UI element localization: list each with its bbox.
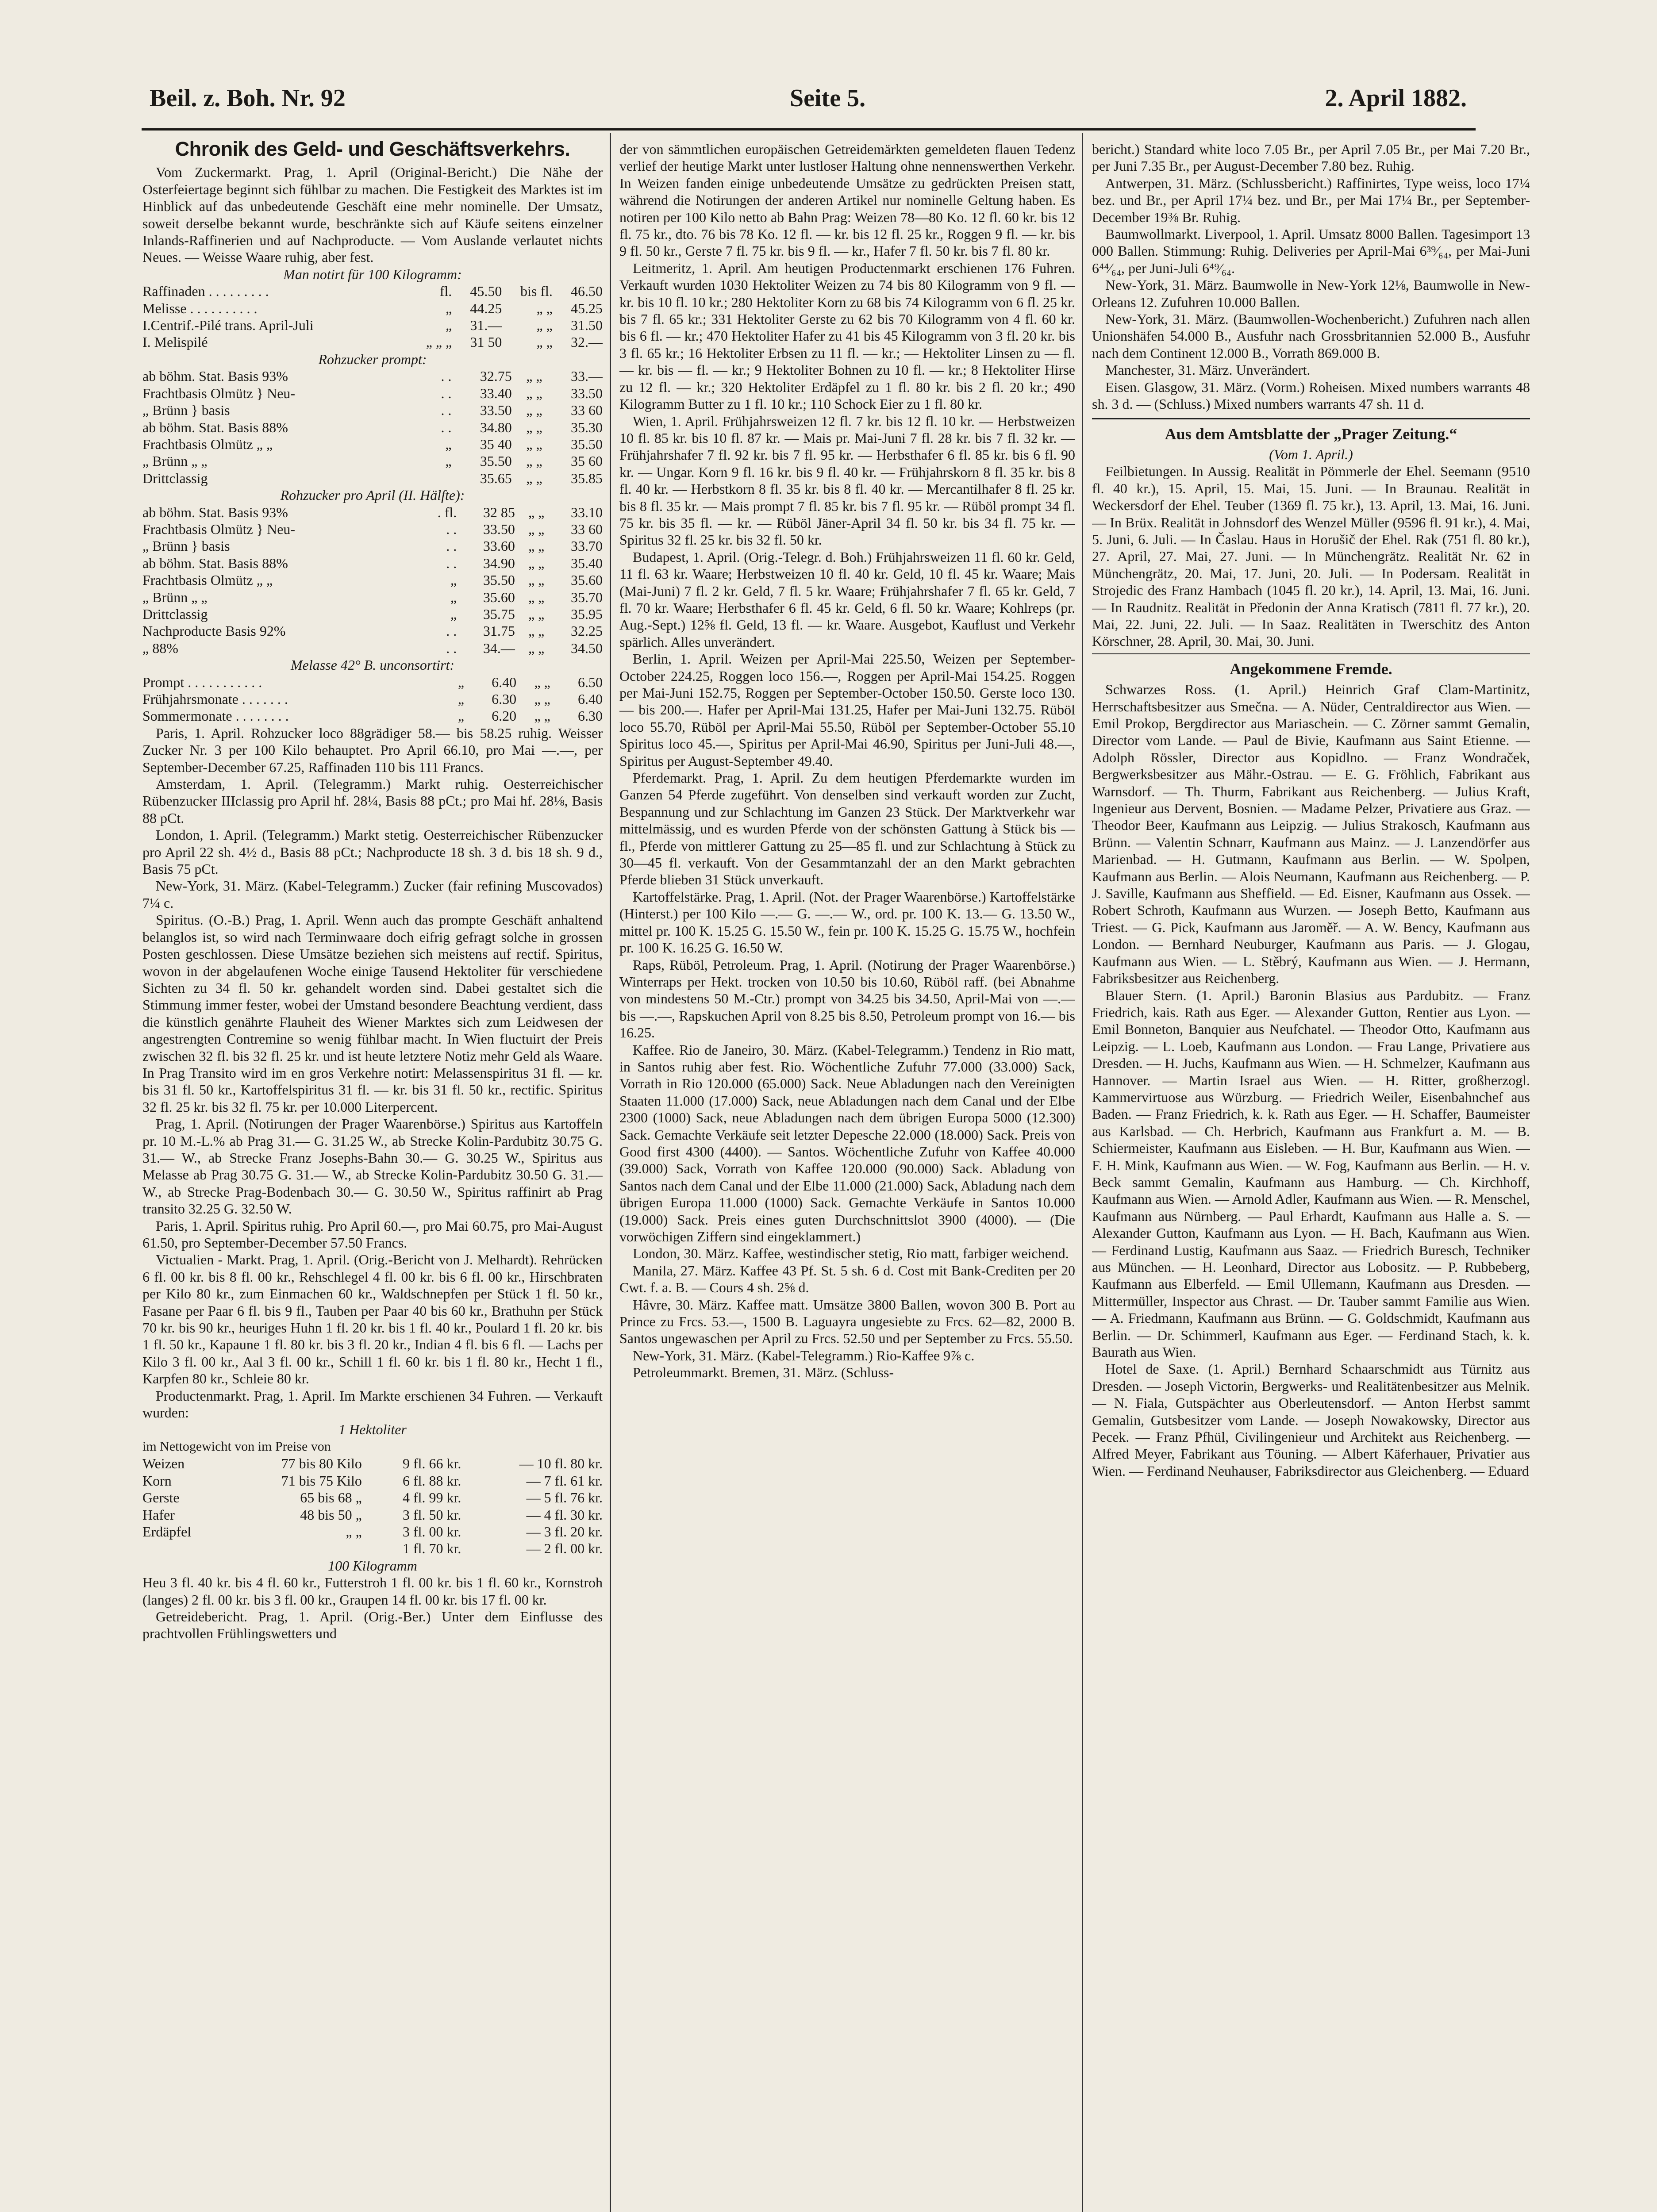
table-cell: Sommermonate . . . . . . . . — [142, 708, 289, 724]
section-divider — [1092, 418, 1530, 419]
section-divider — [1092, 653, 1530, 654]
table-row — [142, 622, 603, 639]
table-cell: „ „ „ — [426, 334, 452, 350]
section-subheading: (Vom 1. April.) — [1269, 446, 1353, 462]
table-cell: „ — [450, 589, 457, 605]
table-row — [142, 300, 603, 317]
table-cell: — 10 fl. 80 kr. — [519, 1455, 603, 1472]
article-paragraph: Victualien - Markt. Prag, 1. April. (Orig.-Bericht von J. Melhardt). Rehrücken 6 fl. 00 kr. bis 8 fl. 00 kr., Rehschlegel 4 fl. 00 kr. bis 6 fl. 00 kr., Hirschbraten per Kilo 80 kr., zum Einmachen 60 kr., Waldschnepfen per Stück 1 fl. 50 kr., Fasane per Paar 6 fl. bis 9 fl., Tauben per Paar 40 bis 60 kr., Brathuhn per Stück 70 kr. bis 90 kr., heuriges Huhn 1 fl. 20 kr. bis 1 fl. 40 kr., Poulard 1 fl. 20 kr. bis 1 fl. 50 kr., Kapaune 1 fl. 80 kr. bis 3 fl. 20 kr., Indian 4 fl. bis 6 fl. — Lachs per Kilo 3 fl. 00 kr., Aal 3 fl. 00 kr., Schill 1 fl. 60 kr. bis 1 fl. 80 kr., Hecht 1 fl., Karpfen 80 kr., Schleie 80 kr. — [142, 1252, 603, 1387]
table-row — [142, 283, 603, 300]
table-cell: — 2 fl. 00 kr. — [526, 1540, 603, 1557]
article-paragraph: Schwarzes Ross. (1. April.) Heinrich Graf Clam-Martinitz, Herrschaftsbesitzer aus Smečna. — A. Nüder, Centraldirector aus Wien. — Emil Prokop, Bergdirector aus Mariaschein. — C. Zörner sammt Gemalin, Director vom Lande. — Paul de Bivie, Kaufmann aus Saint Etienne. — Adolph Rössler, Director aus Kopidlno. — Franz Wondraček, Bergwerksbesitzer aus Mähr.-Ostrau. — E. G. Fröhlich, Fabrikant aus Warnsdorf. — Th. Thurm, Fabrikant aus Reichenberg. — Julius Kraft, Ingenieur aus Dervent, Bosnien. — Madame Pelzer, Privatiere aus Graz. — Theodor Beer, Kaufmann aus Leipzig. — Julius Strakosch, Kaufmann aus Brünn. — Valentin Schnarr, Kaufmann aus Mainz. — J. Lanzendörfer aus Marienbad. — H. Gutmann, Kaufmann aus Berlin. — W. Spolpen, Kaufmann aus Berlin. — Alois Neumann, Kaufmann aus Reichenberg. — P. J. Saville, Kaufmann aus Sheffield. — Ed. Eisner, Kaufmann aus Ossek. — Robert Schroth, Kaufmann aus Wurzen. — Joseph Betto, Kaufmann aus Triest. — G. Pick, Kaufmann aus Jaroměř. — A. W. Bency, Kaufmann aus London. — Bernhard Neuburger, Kaufmann aus Paris. — J. Glogau, Kaufmann aus Wien. — L. Stěbrý, Kaufmann aus Wien. — J. Hermann, Fabriksbesitzer aus Reichenberg. — [1092, 681, 1530, 987]
table-cell: „ — [445, 436, 452, 452]
table-cell: 32 85 — [483, 504, 515, 520]
article-paragraph: Paris, 1. April. Rohzucker loco 88grädiger 58.— bis 58.25 ruhig. Weisser Zucker Nr. 3 per 100 Kilo behauptet. Pro April 66.10, pro Mai —.—, per September-December 67.25, Raffinaden 110 bis 111 Francs. — [142, 725, 603, 775]
table-cell: ab böhm. Stat. Basis 88% — [142, 419, 288, 435]
header-center: Seite 5. — [790, 84, 866, 112]
table-cell: „ Brünn „ „ — [142, 589, 208, 605]
article-paragraph: New-York, 31. März. (Baumwollen-Wochenbericht.) Zufuhren nach allen Unionshäfen 54.000 B., Ausfuhr nach Grossbritannien 52.000 B., Ausfuhr nach dem Continent 12.000 B., Vorrath 869.000 B. — [1092, 311, 1530, 361]
table-cell: — 7 fl. 61 kr. — [526, 1472, 603, 1489]
table-caption: 100 Kilogramm — [328, 1557, 417, 1574]
article-paragraph: Productenmarkt. Prag, 1. April. Im Markte erschienen 34 Fuhren. — Verkauft wurden: — [142, 1387, 603, 1421]
table-cell: fl. — [439, 283, 452, 300]
table-cell: 31.50 — [571, 317, 603, 334]
table-cell: „ „ — [526, 385, 542, 401]
table-cell: Weizen — [142, 1455, 185, 1472]
table-cell: „ „ — [528, 555, 545, 571]
table-row — [142, 707, 603, 724]
table-cell: „ 88% — [142, 640, 178, 656]
table-caption: Melasse 42° B. unconsortirt: — [290, 657, 455, 673]
table-cell: 31.— — [470, 317, 502, 334]
table-cell: Erdäpfel — [142, 1523, 192, 1540]
section-heading: Aus dem Amtsblatte der „Prager Zeitung.“ — [1165, 425, 1457, 443]
table-cell: Hafer — [142, 1506, 175, 1523]
table-cell: „ „ — [534, 691, 550, 707]
table-cell: 3 fl. 00 kr. — [402, 1523, 461, 1540]
table-cell: Frachtbasis Olmütz „ „ — [142, 572, 273, 588]
header-left: Beil. z. Boh. Nr. 92 — [150, 84, 346, 112]
table-cell: ab böhm. Stat. Basis 93% — [142, 504, 288, 520]
table-cell: „ „ — [526, 436, 542, 452]
table-caption: Man notirt für 100 Kilogramm: — [283, 266, 462, 282]
article-paragraph: Eisen. Glasgow, 31. März. (Vorm.) Roheisen. Mixed numbers warrants 48 sh. 3 d. — (Schluss.) Mixed numbers warrants 47 sh. 11 d. — [1092, 379, 1530, 412]
article-paragraph: der von sämmtlichen europäischen Getreidemärkten gemeldeten flauen Tedenz verlief der heutige Markt unter lustloser Haltung ohne nennenswerthen Verkehr. In Weizen fanden einige unbedeutende Umsätze zu gedrückten Preisen statt, während die Notirungen der anderen Artikel nur nominelle Geltung haben. Es notiren per 100 Kilo netto ab Bahn Prag: Weizen 78—80 Ko. 12 fl. 60 kr. bis 12 fl. 75 kr., dto. 76 bis 78 Ko. 12 fl. — kr. bis 12 fl. 25 kr., Roggen 9 fl. — kr. bis 9 fl. 50 kr., Gerste 7 fl. 75 kr. bis 9 fl. — kr., Hafer 7 fl. 50 kr. bis 7 fl. 80 kr. — [619, 141, 1075, 259]
table-row — [142, 589, 603, 606]
table-cell: „ „ — [536, 300, 553, 316]
table-cell: Nachproducte Basis 92% — [142, 623, 286, 639]
table-cell: 32.25 — [571, 623, 603, 639]
price-table — [142, 368, 603, 487]
table-cell: Raffinaden . . . . . . . . . — [142, 283, 269, 300]
table-cell: 34.50 — [571, 640, 603, 656]
table-cell: „ „ — [526, 402, 542, 419]
table-row — [142, 470, 603, 487]
table-cell: . . — [446, 521, 457, 537]
table-cell: 31 50 — [470, 334, 502, 350]
table-cell: Korn — [142, 1472, 172, 1489]
table-row — [142, 521, 603, 538]
table-cell: 33.60 — [483, 538, 515, 554]
table-cell: 1 fl. 70 kr. — [402, 1540, 461, 1557]
article-paragraph: Manchester, 31. März. Unverändert. — [1105, 362, 1311, 378]
table-row — [142, 453, 603, 469]
table-cell: „ — [458, 674, 465, 690]
article-paragraph: Pferdemarkt. Prag, 1. April. Zu dem heutigen Pferdemarkte wurden im Ganzen 54 Pferde zugeführt. Von denselben sind verkauft worden zur Zucht, Bespannung und zur Schlachtung im Ganzen 23 Stück. Der Marktverkehr war mittelmässig, und es wurden Pferde von der schönsten Gattung à Stück bis —fl., Pferde von mittlerer Gattung zu 25—85 fl. und zur Schlachtung à Stück zu 30—45 fl. verkauft. Von der Gesammtanzahl der an den Markt gebrachten Pferde blieben 31 Stück unverkauft. — [619, 770, 1075, 888]
table-cell: „ „ — [528, 606, 545, 622]
column-2 — [619, 141, 1075, 2212]
table-cell: I.Centrif.-Pilé trans. April-Juli — [142, 317, 314, 334]
article-paragraph: Antwerpen, 31. März. (Schlussbericht.) Raffinirtes, Type weiss, loco 17¼ bez. und Br., per April 17¼ bez. und Br., per Mai 17¼ Br., per September-December 19⅜ Br. Ruhig. — [1092, 175, 1530, 225]
table-cell: — 4 fl. 30 kr. — [526, 1506, 603, 1523]
table-cell: „ „ — [528, 504, 545, 520]
article-paragraph: Wien, 1. April. Frühjahrsweizen 12 fl. 7 kr. bis 12 fl. 10 kr. — Herbstweizen 10 fl. 85 kr. bis 10 fl. 87 kr. — Mais pr. Mai-Juni 7 fl. 28 kr. bis 7 fl. 32 kr. — Frühjahrshafer 7 fl. 92 kr. bis 7 fl. 95 kr. — Herbsthafer 6 fl. 85 kr. bis 6 fl. 90 kr. — Ungar. Korn 9 fl. 16 kr. bis 9 fl. 40 kr. — Frühjahrskorn 8 fl. 35 kr. bis 8 fl. 40 kr. — Herbstkorn 8 fl. 35 kr. bis 8 fl. 40 kr. — Mercantilhafer 8 fl. 25 kr. bis 8 fl. 35 kr. — Mais prompt 7 fl. 85 kr. bis 7 fl. 95 kr. — Rüböl prompt 34 fl. 75 kr. bis 35 fl. — kr. — Rüböl Jäner-April 34 fl. 50 kr. bis 34 fl. 75 kr. — Spiritus 32 fl. 25 kr. bis 32 fl. 50 kr. — [619, 413, 1075, 548]
table-row — [142, 1472, 603, 1489]
table-cell: Melisse . . . . . . . . . . — [142, 300, 258, 316]
table-cell: „ „ — [536, 317, 553, 334]
table-cell: „ „ — [534, 708, 550, 724]
table-row — [142, 555, 603, 572]
table-cell: 35 40 — [480, 436, 512, 452]
column-3 — [1092, 141, 1530, 2212]
table-row — [142, 640, 603, 657]
table-row — [142, 691, 603, 707]
article-paragraph: Budapest, 1. April. (Orig.-Telegr. d. Boh.) Frühjahrsweizen 11 fl. 60 kr. Geld, 11 fl. 63 kr. Waare; Herbstweizen 10 fl. 40 kr. Geld, 10 fl. 45 kr. Waare; Mais (Mai-Juni) 7 fl. 2 kr. Geld, 7 fl. 5 kr. Waare; Frühjahrshafer 7 fl. 65 kr. Geld, 7 fl. 70 kr. Waare; Herbsthafer 6 fl. 45 kr. Geld, 6 fl. 50 kr. Waare; Kohlreps (pr. Aug.-Sept.) 12⅝ fl. Geld, 13 fl. — kr. Waare. Ausgebot, Kauflust und Verkehr spärlich. Alles unverändert. — [619, 549, 1075, 650]
article-paragraph: Baumwollmarkt. Liverpool, 1. April. Umsatz 8000 Ballen. Tagesimport 13 000 Ballen. Stimmung: Ruhig. Deliveries per April-Mai 6³⁹⁄₆₄, per Mai-Juni 6⁴⁴⁄₆₄, per Juni-Juli 6⁴⁹⁄₆₄. — [1092, 226, 1530, 276]
table-row — [142, 1540, 603, 1557]
table-cell: 35 60 — [571, 453, 603, 469]
table-row — [142, 368, 603, 384]
table-cell: 48 bis 50 „ — [300, 1506, 362, 1523]
table-cell: Gerste — [142, 1490, 180, 1506]
article-paragraph: London, 30. März. Kaffee, westindischer stetig, Rio matt, farbiger weichend. — [633, 1245, 1069, 1262]
price-table — [142, 504, 603, 657]
article-paragraph: New-York, 31. März. Baumwolle in New-York 12⅛, Baumwolle in New-Orleans 12. Zufuhren 10.000 Ballen. — [1092, 277, 1530, 310]
article-paragraph: Kaffee. Rio de Janeiro, 30. März. (Kabel-Telegramm.) Tendenz in Rio matt, in Santos ruhig aber fest. Rio. Wöchentliche Zufuhr 77.000 (33.000) Sack, Vorrath in Rio 120.000 (65.000) Sack. Neue Abladungen nach den Vereinigten Staaten 11.000 (17.000) Sack, neue Abladungen nach dem Canal und der Elbe 2300 (1000) Sack, neue Abladungen nach dem übrigen Europa 5000 (12.300) Sack. Gemachte Verkäufe seit letzter Depesche 22.000 (18.000) Sack. Preis von Good first 4300 (4400). — Santos. Wöchentliche Zufuhr von Kaffee 40.000 (39.000) Sack, Vorrath von Kaffee 120.000 (90.000) Sack. Abladung von Santos nach dem Canal und der Elbe 11.000 (21.000) Sack, Abladung nach dem übrigen Europa 11.000 (1000) Sack. Gemachte Verkäufe in Santos 10.000 (19.000) Sack. Preis eines guten Durchschnittslot 3900 (4000). — (Die vorwöchigen Ziffern sind eingeklammert.) — [619, 1041, 1075, 1244]
article-paragraph: Feilbietungen. In Aussig. Realität in Pömmerle der Ehel. Seemann (9510 fl. 40 kr.), 15. April, 15. Mai, 15. Juni. — In Braunau. Realität in Weckersdorf der Ehel. Teuber (1369 fl. 75 kr.), 13. April, 13. Mai, 16. Juni. — In Brüx. Realität in Johnsdorf des Wenzel Müller (9596 fl. 91 kr.), 4. Mai, 5. Juni, 6. Juli. — In Časlau. Haus in Horušič der Ehel. Rak (751 fl. 80 kr.), 27. April, 27. Mai, 27. Juni. — In Münchengrätz. Realität Nr. 62 in Münchengrätz, 20. Mai, 17. Juni, 20. Juli. — In Podersam. Realität in Strojedic des Franz Hambach (1045 fl. 20 kr.), 14. April, 13. Mai, 16. Juni. — In Raudnitz. Realität in Předonin der Anna Kratisch (7811 fl. 77 kr.), 20. Mai, 22. Juni, 22. Juli. — In Saaz. Realitäten in Twerschitz des Anton Körschner, 28. April, 30. Mai, 30. Juni. — [1092, 463, 1530, 649]
table-cell: 45.25 — [571, 300, 603, 316]
table-subcaption: im Nettogewicht von im Preise von — [142, 1439, 331, 1454]
table-cell: 35.75 — [483, 606, 515, 622]
table-cell: . . — [441, 368, 452, 384]
article-paragraph: Spiritus. (O.-B.) Prag, 1. April. Wenn auch das prompte Geschäft anhaltend belanglos ist, so wird nach Terminwaare doch eifrig gefragt solche in grossen Posten geschlossen. Diese Umsätze beziehen sich meistens auf rectif. Spiritus, wovon in der abgelaufenen Woche einige Tausend Hektoliter für verschiedene Sichten zu 34 fl. 50 kr. gehandelt worden sind. Dabei gestaltet sich die Stimmung immer fester, wobei der Umstand besondere Beachtung verdient, dass die künstlich genährte Flauheit des Wiener Marktes sich zum Leidwesen der angestrengten Contremine so wenig fühlbar macht. In Wien fluctuirt der Preis zwischen 32 fl. bis 32 fl. 25 kr. und ist heute letztere Notiz mehr Geld als Waare. In Prag Transito wird im en gros Verkehre notirt: Melassenspiritus 31 fl. — kr. bis 31 fl. 50 kr., Kartoffelspiritus 31 fl. — kr. bis 31 fl. 50 kr., rectific. Spiritus 32 fl. 25 kr. bis 32 fl. 75 kr. per 10.000 Literpercent. — [142, 912, 603, 1115]
table-cell: ab böhm. Stat. Basis 93% — [142, 368, 288, 384]
column-1 — [142, 141, 603, 2212]
table-cell: 34.— — [483, 640, 515, 656]
table-cell: 35.70 — [571, 589, 603, 605]
table-cell: 33 60 — [571, 402, 603, 419]
table-cell: „ „ — [534, 674, 550, 690]
table-cell: 35.50 — [483, 572, 515, 588]
table-cell: „ Brünn } basis — [142, 538, 230, 554]
table-cell: „ — [450, 606, 457, 622]
table-cell: 33.10 — [571, 504, 603, 520]
table-cell: Frühjahrsmonate . . . . . . . — [142, 691, 288, 707]
table-row — [142, 572, 603, 588]
table-row — [142, 504, 603, 521]
table-cell: 33.— — [571, 368, 603, 384]
article-paragraph: Hâvre, 30. März. Kaffee matt. Umsätze 3800 Ballen, wovon 300 B. Port au Prince zu Frcs. 53.—, 1500 B. Laguayra ungesiebte zu Frcs. 62—82, 2000 B. Santos ungewaschen per April zu Frcs. 52.50 und per September zu Frcs. 55.50. — [619, 1296, 1075, 1347]
table-cell: . . — [441, 402, 452, 419]
table-cell: . . — [446, 538, 457, 554]
table-row — [142, 538, 603, 554]
table-cell: 9 fl. 66 kr. — [402, 1455, 461, 1472]
header-rule — [142, 128, 1476, 131]
header-right: 2. April 1882. — [1325, 84, 1467, 112]
table-cell: 35.60 — [483, 589, 515, 605]
table-cell: 6.20 — [492, 708, 517, 724]
table-row — [142, 317, 603, 334]
table-cell: . fl. — [437, 504, 457, 520]
table-row — [142, 1523, 603, 1540]
table-cell: „ „ — [528, 521, 545, 537]
section-title: Chronik des Geld- und Geschäftsverkehrs. — [175, 141, 570, 160]
table-cell: 32.75 — [480, 368, 512, 384]
table-cell: „ „ — [528, 538, 545, 554]
table-cell: Frachtbasis Olmütz „ „ — [142, 436, 273, 452]
table-cell: 35.65 — [480, 470, 512, 486]
table-cell: „ — [458, 691, 465, 707]
article-paragraph: Heu 3 fl. 40 kr. bis 4 fl. 60 kr., Futterstroh 1 fl. 00 kr. bis 1 fl. 60 kr., Kornstroh (langes) 2 fl. 00 kr. bis 3 fl. 00 kr., Graupen 14 fl. 00 kr. bis 17 fl. 00 kr. — [142, 1575, 603, 1608]
section-heading: Angekommene Fremde. — [1230, 660, 1392, 678]
table-cell: 33.50 — [483, 521, 515, 537]
article-paragraph: Getreidebericht. Prag, 1. April. (Orig.-Ber.) Unter dem Einflusse des prachtvollen Frühlingswetters und — [142, 1608, 603, 1642]
table-cell: Drittclassig — [142, 606, 208, 622]
article-paragraph: Manila, 27. März. Kaffee 43 Pf. St. 5 sh. 6 d. Cost mit Bank-Crediten per 20 Cwt. f. a. B. — Cours 4 sh. 2⅝ d. — [619, 1262, 1075, 1296]
table-cell: 6.30 — [492, 691, 517, 707]
table-caption: 1 Hektoliter — [338, 1421, 407, 1438]
article-paragraph: Leitmeritz, 1. April. Am heutigen Productenmarkt erschienen 176 Fuhren. Verkauft wurden 1030 Hektoliter Weizen zu 74 bis 80 Kilogramm von 9 fl. — kr. bis 10 fl. 10 kr.; 280 Hektoliter Korn zu 68 bis 74 Kilogramm von 6 fl. 25 kr. bis 7 fl. 65 kr.; 331 Hektoliter Gerste zu 62 bis 70 Kilogramm von 4 fl. 60 kr. bis 6 fl. — kr.; 470 Hektoliter Hafer zu 41 bis 45 Kilogramm von 3 fl. 20 kr. bis 3 fl. 65 kr.; 16 Hektoliter Erbsen zu 11 fl. — kr.; — Hektoliter Linsen zu — fl. — kr. bis — fl. — kr.; 9 Hektoliter Bohnen zu 10 fl. — kr.; 8 Hektoliter Hirse zu 12 fl. — kr.; 320 Hektoliter Erdäpfel zu 1 fl. 80 kr. bis 2 fl. 20 kr.; 490 Kilogramm Butter zu 1 fl. 10 kr.; 110 Schock Eier zu 1 fl. 80 kr. — [619, 260, 1075, 412]
table-cell: 35.85 — [571, 470, 603, 486]
table-cell: 45.50 — [470, 283, 502, 300]
table-row — [142, 402, 603, 419]
table-cell: 6.30 — [578, 708, 603, 724]
table-cell: — 3 fl. 20 kr. — [526, 1523, 603, 1540]
article-paragraph: Hotel de Saxe. (1. April.) Bernhard Schaarschmidt aus Türnitz aus Dresden. — Joseph Victorin, Bergwerks- und Realitätenbesitzer aus Melnik. — N. Fiala, Gutspächter aus Oberleutensdorf. — Anton Herbst sammt Gemalin, Gutsbesitzer vom Lande. — Joseph Nowakowsky, Director aus Pecek. — Franz Pfhül, Civilingenieur und Architekt aus Reichenberg. — Alfred Meyer, Fabrikant aus Töuning. — Albert Käferhauer, Privatier aus Wien. — Ferdinand Neuhauser, Fabriksdirector aus Gleichenberg. — Eduard — [1092, 1361, 1530, 1479]
table-cell: 35.50 — [571, 436, 603, 452]
article-paragraph: Kartoffelstärke. Prag, 1. April. (Not. der Prager Waarenbörse.) Kartoffelstärke (Hinterst.) per 100 Kilo —.— G. —.— W., ord. pr. 100 K. 13.— G. 13.50 W., mittel pr. 100 K. 15.25 G. 15.50 W., fein pr. 100 K. 15.25 G. 15.75 W., hochfein pr. 100 K. 16.25 G. 16.50 W. — [619, 888, 1075, 956]
table-cell: „ — [445, 453, 452, 469]
table-row — [142, 436, 603, 453]
price-table — [142, 283, 603, 351]
article-paragraph: Berlin, 1. April. Weizen per April-Mai 225.50, Weizen per September-October 224.25, Roggen loco 156.—, Roggen per April-Mai 154.25. Roggen per Mai-Juni 152.75, Roggen per September-October 150.50. Gerste loco 130.— bis 200.—. Hafer per April-Mai 131.25, Hafer per Mai-Juni 132.75. Rüböl loco 55.70, Rüböl per April-Mai 55.50, Rüböl per September-October 55.10 Spiritus loco 45.—, Spiritus per April-Mai 46.90, Spiritus per Juni-Juli 48.—, Spiritus per August-September 49.40. — [619, 651, 1075, 769]
table-cell: bis fl. — [520, 283, 553, 300]
table-cell: 46.50 — [571, 283, 603, 300]
table-row — [142, 1455, 603, 1472]
table-cell: 35.40 — [571, 555, 603, 571]
table-caption: Rohzucker pro April (II. Hälfte): — [280, 487, 465, 503]
table-cell: Frachtbasis Olmütz } Neu- — [142, 521, 296, 537]
article-paragraph: Petroleummarkt. Bremen, 31. März. (Schluss- — [633, 1364, 894, 1381]
table-cell: 33.70 — [571, 538, 603, 554]
table-cell: 33.50 — [571, 385, 603, 401]
article-paragraph: Paris, 1. April. Spiritus ruhig. Pro April 60.—, pro Mai 60.75, pro Mai-August 61.50, pro September-December 57.50 Francs. — [142, 1217, 603, 1251]
table-cell: 71 bis 75 Kilo — [281, 1472, 362, 1489]
table-cell: . . — [446, 640, 457, 656]
table-cell: 33.40 — [480, 385, 512, 401]
table-row — [142, 1506, 603, 1523]
table-cell: 77 bis 80 Kilo — [281, 1455, 362, 1472]
table-cell: „ „ — [526, 453, 542, 469]
table-cell: „ — [446, 300, 452, 316]
table-cell: 44.25 — [470, 300, 502, 316]
table-cell: „ „ — [528, 640, 545, 656]
table-cell: „ „ — [528, 623, 545, 639]
table-cell: 33 60 — [571, 521, 603, 537]
table-cell: 35.95 — [571, 606, 603, 622]
table-row — [142, 1489, 603, 1506]
article-paragraph: Prag, 1. April. (Notirungen der Prager Waarenbörse.) Spiritus aus Kartoffeln pr. 10 M.-L.% ab Prag 31.— G. 31.25 W., ab Strecke Kolin-Pardubitz 30.75 G. 31.— W., ab Strecke Franz Josephs-Bahn 30.— G. 30.25 W., Spiritus aus Melasse ab Prag 30.75 G. 31.— W., ab Strecke Kolin-Pardubitz 30.50 G. 31.— W., ab Strecke Prag-Bodenbach 30.— G. 30.50 W., Spiritus raffinirt ab Prag transito 32.25 G. 32.50 W. — [142, 1116, 603, 1217]
article-paragraph: New-York, 31. März. (Kabel-Telegramm.) Zucker (fair refining Muscovados) 7¼ c. — [142, 878, 603, 911]
article-paragraph: bericht.) Standard white loco 7.05 Br., per April 7.05 Br., per Mai 7.20 Br., per Juni 7.35 Br., per August-December 7.80 bez. Ruhig. — [1092, 141, 1530, 174]
article-paragraph: New-York, 31. März. (Kabel-Telegramm.) Rio-Kaffee 9⅞ c. — [633, 1347, 975, 1363]
table-cell: 35.30 — [571, 419, 603, 435]
table-row — [142, 674, 603, 691]
article-paragraph: Amsterdam, 1. April. (Telegramm.) Markt ruhig. Oesterreichischer Rübenzucker IIIclassig pro April hf. 28¼, Basis 88 pCt.; pro Mai hf. 28⅛, Basis 88 pCt. — [142, 776, 603, 826]
table-cell: 34.90 — [483, 555, 515, 571]
table-cell: „ „ — [528, 572, 545, 588]
table-cell: 6 fl. 88 kr. — [402, 1472, 461, 1489]
table-cell: „ — [450, 572, 457, 588]
table-cell: . . — [446, 623, 457, 639]
table-caption: Rohzucker prompt: — [318, 351, 427, 367]
column-divider — [1082, 133, 1083, 2212]
table-cell: . . — [441, 385, 452, 401]
article-paragraph: Blauer Stern. (1. April.) Baronin Blasius aus Pardubitz. — Franz Friedrich, kais. Rath aus Eger. — Alexander Gutton, Rentier aus Lyon. — Emil Bonneton, Banquier aus Neufchatel. — Theodor Otto, Kaufmann aus Leipzig. — L. Loeb, Kaufmann aus London. — Frau Lange, Privatiere aus Dresden. — H. Juchs, Kaufmann aus Wien. — H. Schmelzer, Kaufmann aus Hannover. — Martin Israel aus Wien. — H. Ritter, großherzogl. Kammervirtuose aus Würzburg. — Friedrich Weiler, Eisenbahnchef aus Baden. — Franz Friedrich, k. k. Rath aus Eger. — H. Schaffer, Baumeister aus Karlsbad. — Ch. Herbrich, Kaufmann aus Frankfurt a. M. — B. Schiermeister, Kaufmann aus Eisleben. — H. Bur, Kaufmann aus Wien. — F. H. Mink, Kaufmann aus Wien. — W. Fog, Kaufmann aus Berlin. — H. v. Beck sammt Gemalin, Kaufmann aus Hamburg. — Ch. Kirchhoff, Kaufmann aus Wien. — Arnold Adler, Kaufmann aus Wien. — R. Menschel, Kaufmann aus Nürnberg. — Paul Erhardt, Kaufmann aus Halle a. S. — Alexander Gutton, Kaufmann aus Lyon. — H. Bach, Kaufmann aus Wien. — Ferdinand Lustig, Kaufmann aus Saaz. — Friedrich Buresch, Techniker aus München. — H. Leonhard, Director aus Lobositz. — P. Rubbeberg, Kaufmann aus Elberfeld. — Emil Ullemann, Kaufmann aus Dresden. — Mittermüller, Inspector aus Chrast. — Dr. Tauber sammt Familie aus Wien. — A. Friedmann, Kaufmann aus Brünn. — G. Goldschmidt, Kaufmann aus Berlin. — Dr. Schimmerl, Kaufmann aus Eger. — Ferdinand Stach, k. k. Baurath aus Wien. — [1092, 987, 1530, 1360]
table-cell: „ „ — [536, 334, 553, 350]
table-cell — [142, 1540, 225, 1557]
table-cell: „ „ — [526, 470, 542, 486]
table-row — [142, 419, 603, 436]
table-cell — [225, 1540, 362, 1557]
table-cell: 32.— — [571, 334, 603, 350]
table-cell: Prompt . . . . . . . . . . . — [142, 674, 262, 690]
table-cell: „ „ — [346, 1523, 362, 1540]
table-cell — [431, 470, 451, 487]
table-cell: „ Brünn } basis — [142, 402, 230, 419]
table-cell: 33.50 — [480, 402, 512, 419]
table-cell: „ „ — [528, 589, 545, 605]
table-cell: 4 fl. 99 kr. — [402, 1490, 461, 1506]
table-cell: 35.60 — [571, 572, 603, 588]
table-cell: Frachtbasis Olmütz } Neu- — [142, 385, 296, 401]
table-row — [142, 606, 603, 622]
table-cell: 31.75 — [483, 623, 515, 639]
price-table — [142, 1455, 603, 1557]
table-cell: „ — [458, 708, 465, 724]
article-paragraph: Raps, Rüböl, Petroleum. Prag, 1. April. (Notirung der Prager Waarenbörse.) Winterraps per Hekt. trocken von 10.50 bis 10.60, Rüböl raff. (bei Abnahme von mindestens 50 M.-Ctr.) prompt von 34.25 bis 34.50, April-Mai von —.— bis —.—, Rapskuchen April von 8.25 bis 8.50, Petroleum prompt von 16.— bis 16.25. — [619, 956, 1075, 1041]
table-cell: 6.40 — [492, 674, 517, 690]
table-cell: 65 bis 68 „ — [300, 1490, 362, 1506]
table-cell: 6.40 — [578, 691, 603, 707]
table-cell: . . — [446, 555, 457, 571]
table-cell: Drittclassig — [142, 470, 208, 486]
table-cell: „ „ — [526, 419, 542, 435]
table-cell: — 5 fl. 76 kr. — [526, 1490, 603, 1506]
table-cell: 35.50 — [480, 453, 512, 469]
table-cell: ab böhm. Stat. Basis 88% — [142, 555, 288, 571]
article-paragraph: London, 1. April. (Telegramm.) Markt stetig. Oesterreichischer Rübenzucker pro April 22 sh. 4½ d., Basis 88 pCt.; Nachproducte 18 sh. 3 d. bis 18 sh. 9 d., Basis 75 pCt. — [142, 827, 603, 877]
table-cell: . . — [441, 419, 452, 435]
table-row — [142, 385, 603, 402]
table-cell: 3 fl. 50 kr. — [402, 1506, 461, 1523]
table-cell: „ — [446, 317, 452, 334]
column-divider — [610, 133, 611, 2212]
table-cell: 6.50 — [578, 674, 603, 690]
price-table — [142, 674, 603, 725]
table-row — [142, 334, 603, 350]
article-paragraph: Vom Zuckermarkt. Prag, 1. April (Original-Bericht.) Die Nähe der Osterfeiertage beginnt sich fühlbar zu machen. Die Festigkeit des Marktes ist im Hinblick auf das unbedeutende Geschäft eine mehr nominelle. Der Umsatz, soweit derselbe bekannt wurde, beschränkte sich auf Käufe seitens einzelner Inlands-Raffinerien und auf Nachproducte. — Vom Auslande verlautet nichts Neues. — Weisse Waare ruhig, aber fest. — [142, 164, 603, 265]
table-cell: „ Brünn „ „ — [142, 453, 208, 469]
table-cell: „ „ — [526, 368, 542, 384]
table-cell: I. Melispilé — [142, 334, 208, 350]
table-cell: 34.80 — [480, 419, 512, 435]
